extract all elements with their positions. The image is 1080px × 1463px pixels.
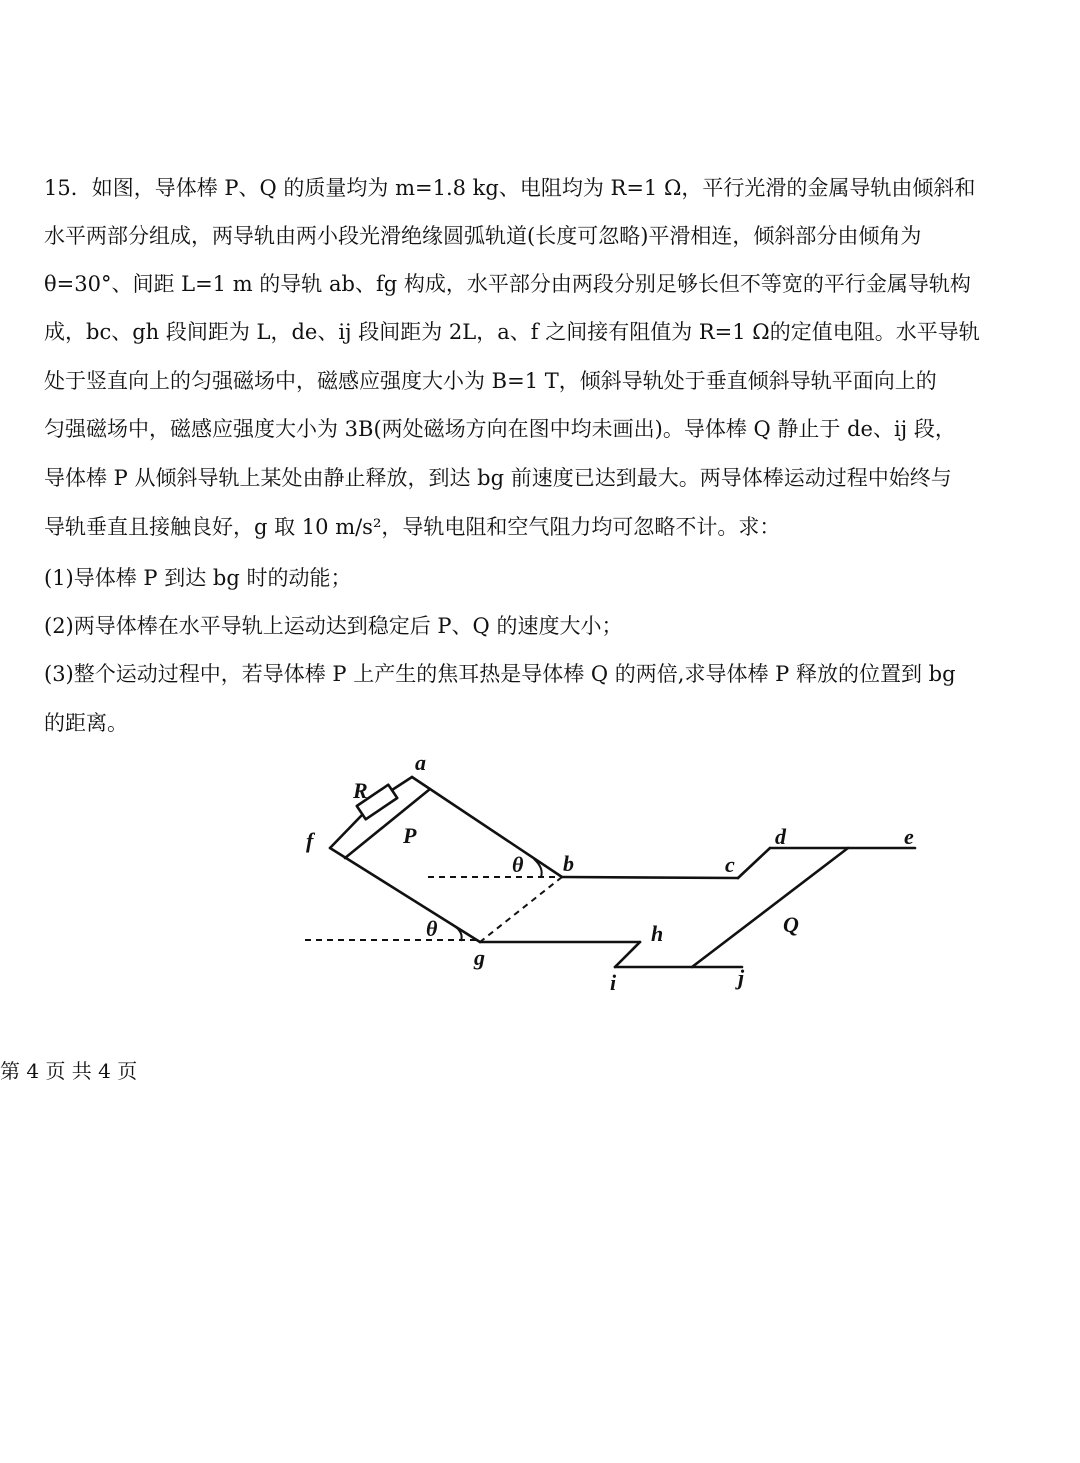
label-g: g: [474, 945, 485, 970]
label-f: f: [306, 828, 314, 853]
label-d: d: [775, 824, 786, 849]
label-q: Q: [783, 912, 799, 937]
problem-line-2: 水平两部分组成，两导轨由两小段光滑绝缘圆弧轨道(长度可忽略)平滑相连，倾斜部分由倾角为: [44, 224, 922, 248]
question-3: (3)整个运动过程中，若导体棒 P 上产生的焦耳热是导体棒 Q 的两倍,求导体棒 P 释放的位置到 bg: [44, 662, 956, 686]
label-j: j: [738, 965, 745, 990]
question-1: (1)导体棒 P 到达 bg 时的动能；: [44, 566, 352, 590]
bar-q: [692, 848, 848, 967]
rail-hi: [615, 942, 640, 967]
rail-bc: [562, 877, 738, 878]
label-c: c: [725, 852, 735, 877]
problem-line-6: 匀强磁场中，磁感应强度大小为 3B(两处磁场方向在图中均未画出)。导体棒 Q 静止于 de、ij 段，: [44, 417, 956, 441]
label-p: P: [403, 823, 417, 848]
question-2: (2)两导体棒在水平导轨上运动达到稳定后 P、Q 的速度大小；: [44, 614, 623, 638]
problem-line-1: 15．如图，导体棒 P、Q 的质量均为 m=1.8 kg、电阻均为 R=1 Ω，平行光滑的金属导轨由倾斜和: [44, 176, 976, 200]
problem-line-8: 导轨垂直且接触良好，g 取 10 m/s²，导轨电阻和空气阻力均可忽略不计。求：: [44, 515, 781, 539]
label-theta-bottom: θ: [426, 916, 438, 941]
page-footer: 第 4 页 共 4 页: [0, 1059, 138, 1083]
dashed-bg: [480, 877, 562, 942]
problem-line-7: 导体棒 P 从倾斜导轨上某处由静止释放，到达 bg 前速度已达到最大。两导体棒运动过程中始终与: [44, 466, 952, 490]
wire-a-resistor: [392, 777, 412, 790]
label-theta-top: θ: [512, 852, 524, 877]
problem-line-3: θ=30°、间距 L=1 m 的导轨 ab、fg 构成，水平部分由两段分别足够长但不等宽的平行金属导轨构: [44, 272, 971, 296]
label-h: h: [651, 921, 664, 946]
rail-cd: [738, 848, 770, 878]
label-r: R: [353, 778, 368, 803]
label-e: e: [904, 824, 914, 849]
label-i: i: [610, 970, 617, 995]
problem-line-4: 成，bc、gh 段间距为 L，de、ij 段间距为 2L，a、f 之间接有阻值为 R=1 Ω的定值电阻。水平导轨: [44, 320, 980, 344]
label-b: b: [563, 851, 574, 876]
problem-line-5: 处于竖直向上的匀强磁场中，磁感应强度大小为 B=1 T，倾斜导轨处于垂直倾斜导轨平面向上的: [44, 369, 937, 393]
wire-resistor-f: [330, 815, 362, 848]
rail-ab: [412, 777, 562, 877]
label-a: a: [415, 750, 426, 775]
question-3-cont: 的距离。: [44, 711, 128, 735]
